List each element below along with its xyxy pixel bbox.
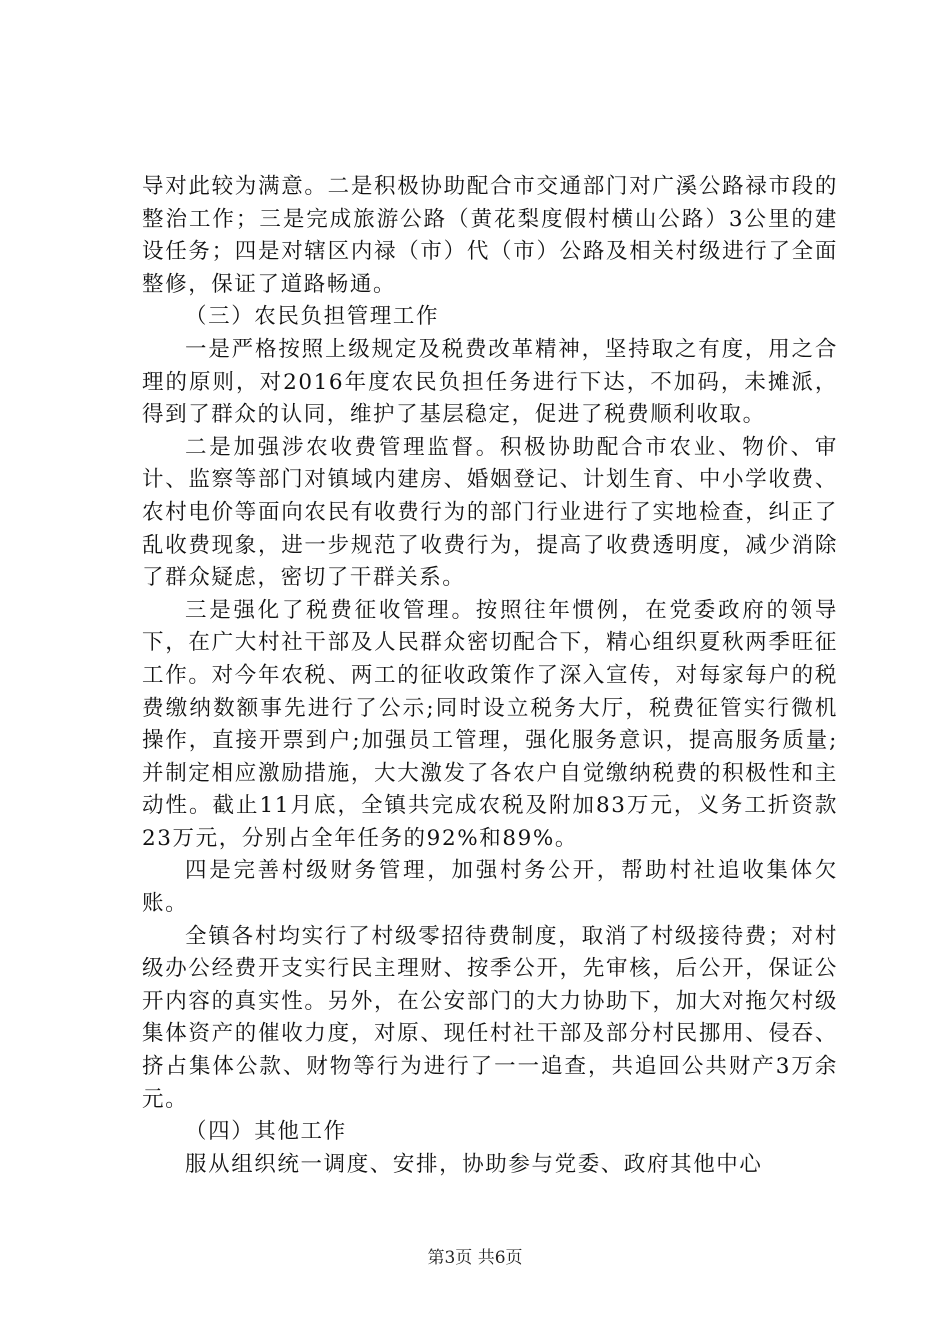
- paragraph-burden-point-1: 一是严格按照上级规定及税费改革精神，坚持取之有度，用之合理的原则，对2016年度农民负担任务进行下达，不加码，未摊派，得到了群众的认同，维护了基层稳定，促进了税费顺利收取。: [142, 336, 838, 428]
- section-heading-other-work: （四）其他工作: [185, 1119, 347, 1145]
- paragraph-burden-point-4: 四是完善村级财务管理，加强村务公开，帮助村社追收集体欠账。: [142, 858, 838, 917]
- paragraph-other-work: 服从组织统一调度、安排，协助参与党委、政府其他中心: [185, 1151, 763, 1177]
- paragraph-burden-point-2: 二是加强涉农收费管理监督。积极协助配合市农业、物价、审计、监察等部门对镇域内建房、婚姻登记、计划生育、中小学收费、农村电价等面向农民有收费行为的部门行业进行了实地检查，纠正了乱收费现象，进一步规范了收费行为，提高了收费透明度，减少消除了群众疑虑，密切了干群关系。: [142, 434, 838, 591]
- page-number-footer: 第3页 共6页: [427, 1248, 523, 1268]
- paragraph-village-finance: 全镇各村均实行了村级零招待费制度，取消了村级接待费；对村级办公经费开支实行民主理财、按季公开，先审核，后公开，保证公开内容的真实性。另外，在公安部门的大力协助下，加大对拖欠村级集体资产的催收力度，对原、现任村社干部及部分村民挪用、侵吞、挤占集体公款、财物等行为进行了一一追查，共追回公共财产3万余元。: [142, 923, 838, 1112]
- paragraph-road-work: 导对此较为满意。二是积极协助配合市交通部门对广溪公路禄市段的整治工作；三是完成旅游公路（黄花梨度假村横山公路）3公里的建设任务；四是对辖区内禄（市）代（市）公路及相关村级进行了全面整修，保证了道路畅通。: [142, 174, 838, 297]
- paragraph-burden-point-3: 三是强化了税费征收管理。按照往年惯例，在党委政府的领导下，在广大村社干部及人民群众密切配合下，精心组织夏秋两季旺征工作。对今年农税、两工的征收政策作了深入宣传，对每家每户的税费缴纳数额事先进行了公示;同时设立税务大厅，税费征管实行微机操作，直接开票到户;加强员工管理，强化服务意识，提高服务质量;并制定相应激励措施，大大激发了各农户自觉缴纳税费的积极性和主动性。截止11月底，全镇共完成农税及附加83万元，义务工折资款23万元，分别占全年任务的92%和89%。: [142, 597, 838, 851]
- section-heading-farmer-burden: （三）农民负担管理工作: [185, 304, 440, 330]
- document-body: [142, 171, 838, 1181]
